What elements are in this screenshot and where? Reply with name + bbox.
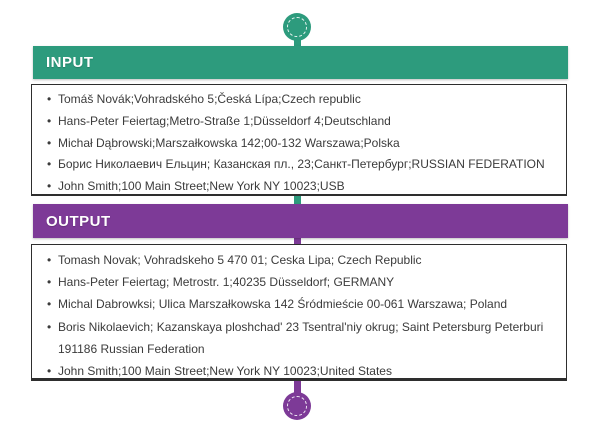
- end-node-icon: [283, 392, 311, 420]
- output-list: [32, 245, 566, 382]
- output-item: • Tomash Novak; Vohradskeho 5 470 01; Ceska Lipa; Czech Republic: [45, 249, 560, 271]
- output-item: • Michal Dabrowksi; Ulica Marszałkowska 142 Śródmieście 00-061 Warszawa; Poland: [45, 293, 560, 315]
- input-box: [31, 84, 567, 196]
- input-header-bar: [33, 46, 568, 79]
- dashed-ring-icon: [287, 17, 307, 37]
- input-item: • Tomáš Novák;Vohradského 5;Česká Lípa;Czech republic: [45, 89, 560, 111]
- output-item: • Hans-Peter Feiertag; Metrostr. 1;40235 Düsseldorf; GERMANY: [45, 271, 560, 293]
- output-item: • Boris Nikolaevich; Kazanskaya ploshchad' 23 Tsentral'niy okrug; Saint Petersburg Peterburi 191186 Russian Federation: [45, 316, 560, 360]
- output-box: [31, 244, 567, 381]
- input-item: • Hans-Peter Feiertag;Metro-Straße 1;Düsseldorf 4;Deutschland: [45, 111, 560, 133]
- input-list: [32, 85, 566, 198]
- input-item: • Michał Dąbrowski;Marszałkowska 142;00-132 Warszawa;Polska: [45, 133, 560, 155]
- dashed-ring-icon: [287, 396, 307, 416]
- input-item: • John Smith;100 Main Street;New York NY 10023;USB: [45, 176, 560, 198]
- input-header-label: INPUT: [46, 54, 94, 71]
- input-item: • Борис Николаевич Ельцин; Казанская пл., 23;Санкт-Петербург;RUSSIAN FEDERATION: [45, 154, 560, 176]
- output-header-label: OUTPUT: [46, 212, 111, 230]
- output-header-bar: [33, 204, 568, 238]
- start-node-icon: [283, 13, 311, 41]
- output-item: • John Smith;100 Main Street;New York NY 10023;United States: [45, 360, 560, 382]
